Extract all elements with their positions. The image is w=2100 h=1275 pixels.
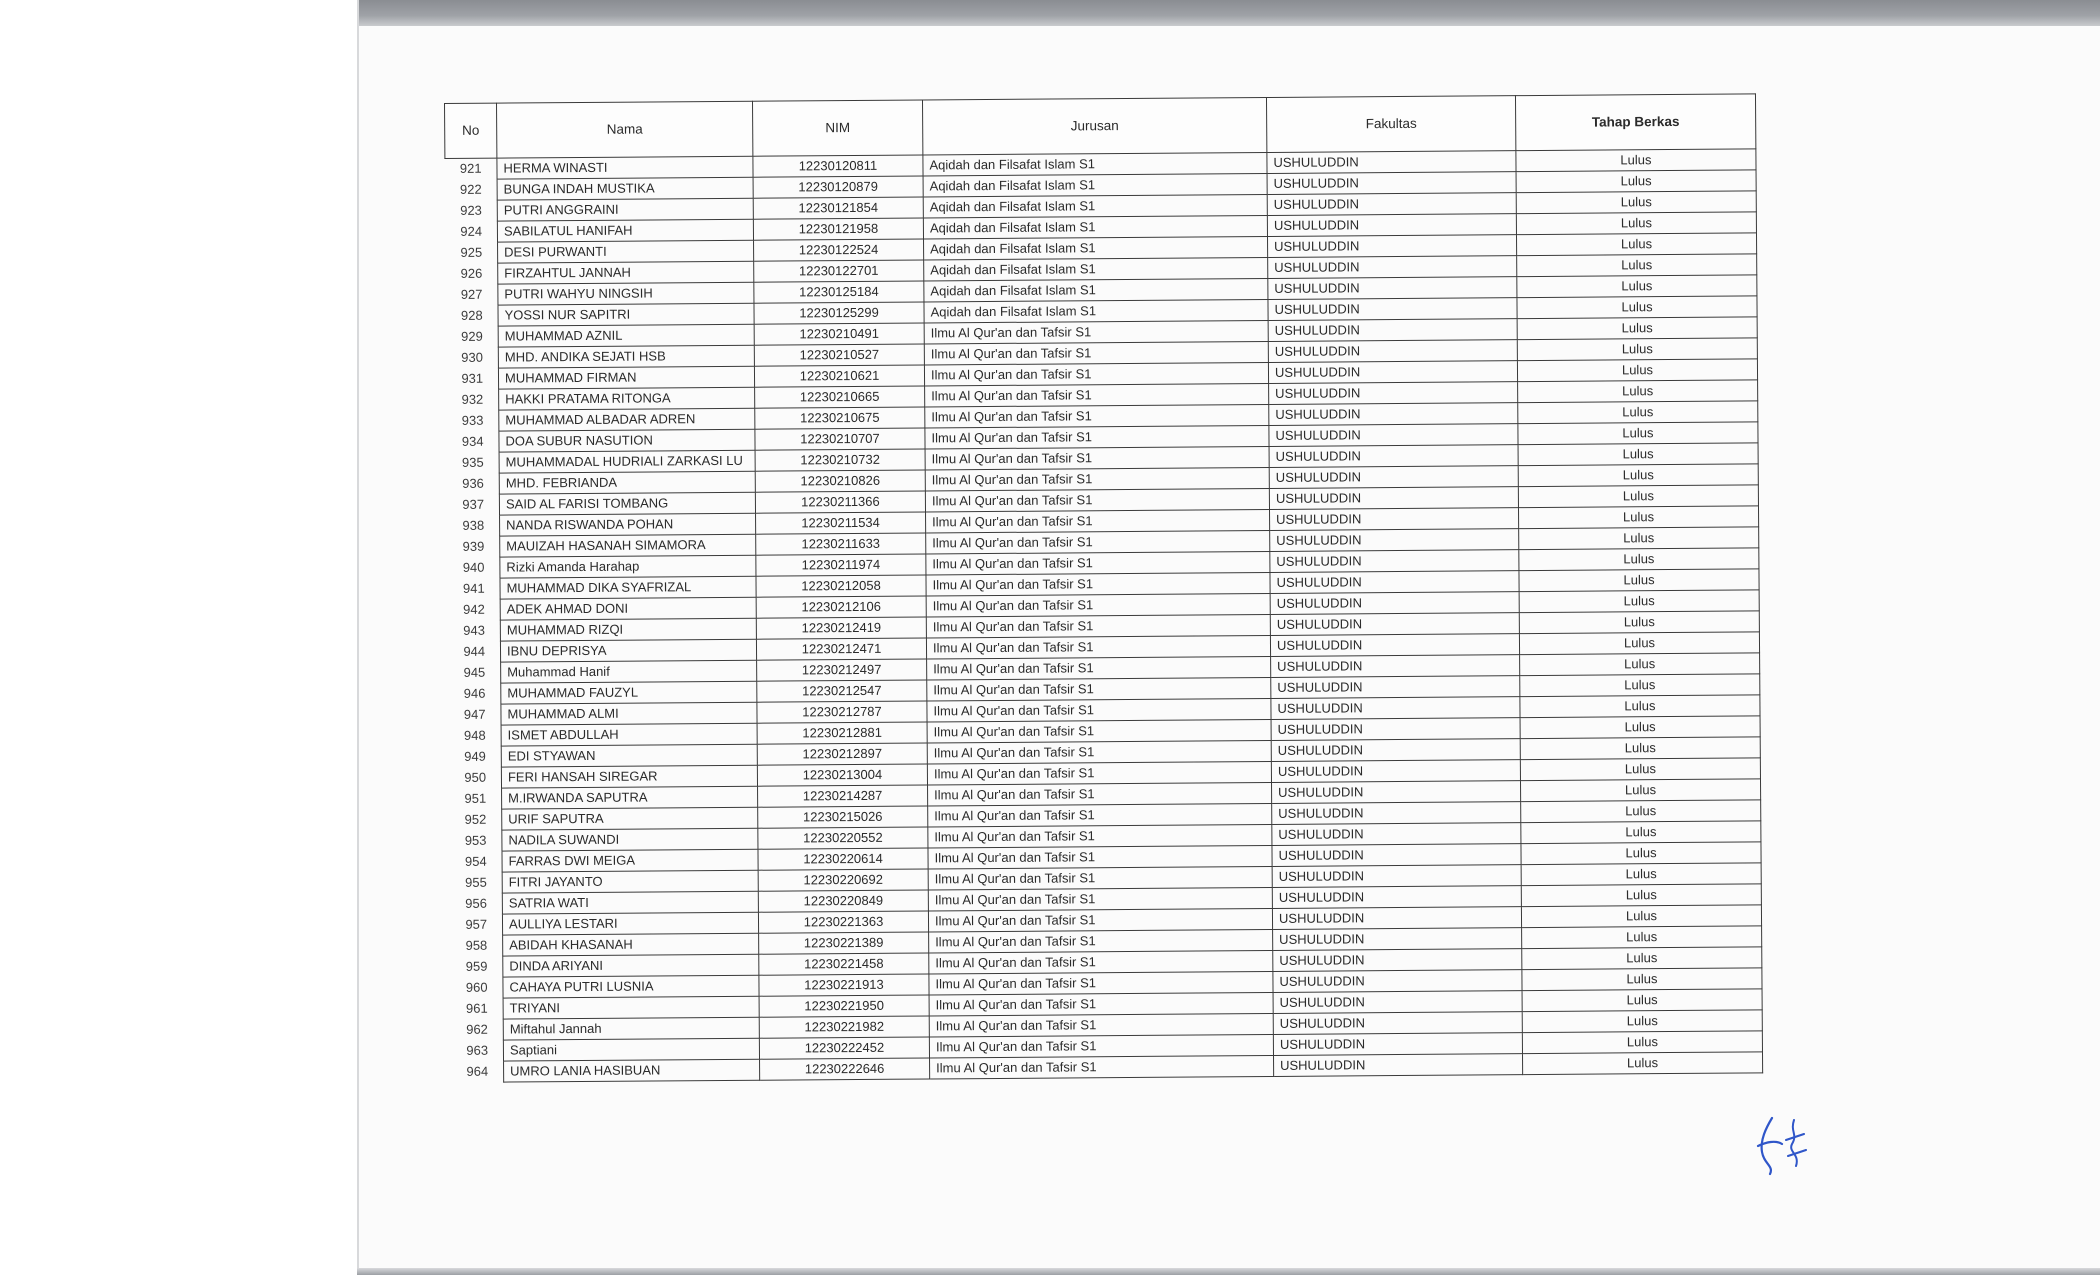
cell-jurusan: Ilmu Al Qur'an dan Tafsir S1: [927, 677, 1271, 701]
cell-nim: 12230212787: [757, 701, 927, 723]
cell-jurusan: Ilmu Al Qur'an dan Tafsir S1: [927, 698, 1271, 722]
cell-tahap: Lulus: [1516, 212, 1756, 235]
cell-fakultas: USHULUDDIN: [1269, 445, 1518, 468]
cell-nim: 12230122524: [754, 239, 924, 261]
cell-no: 941: [462, 580, 485, 596]
cell-nama: SATRIA WATI: [502, 891, 758, 914]
cell-fakultas: USHULUDDIN: [1272, 844, 1521, 867]
header-nim: NIM: [752, 100, 922, 156]
cell-nama: URIF SAPUTRA: [502, 807, 758, 830]
cell-fakultas: USHULUDDIN: [1270, 613, 1519, 636]
cell-fakultas: USHULUDDIN: [1269, 487, 1518, 510]
cell-fakultas: USHULUDDIN: [1268, 361, 1517, 384]
cell-nim: 12230220614: [758, 848, 928, 870]
cell-jurusan: Ilmu Al Qur'an dan Tafsir S1: [927, 719, 1271, 743]
cell-nim: 12230211534: [756, 512, 926, 534]
cell-tahap: Lulus: [1518, 380, 1758, 403]
cell-no: 921: [459, 160, 482, 177]
cell-nim: 12230212897: [757, 743, 927, 765]
cell-nim: 12230220552: [758, 827, 928, 849]
cell-no: 942: [463, 601, 485, 617]
cell-nim: 12230210621: [754, 365, 924, 387]
cell-no: 945: [463, 664, 486, 680]
cell-jurusan: Aqidah dan Filsafat Islam S1: [924, 299, 1268, 323]
cell-fakultas: USHULUDDIN: [1269, 382, 1518, 405]
cell-fakultas: USHULUDDIN: [1268, 235, 1517, 258]
cell-nim: 12230212419: [756, 617, 926, 639]
cell-nim: 12230211974: [756, 554, 926, 576]
cell-nama: Miftahul Jannah: [503, 1017, 759, 1040]
cell-tahap: Lulus: [1519, 632, 1759, 655]
cell-jurusan: Ilmu Al Qur'an dan Tafsir S1: [924, 320, 1268, 344]
cell-nama: MUHAMMAD ALBADAR ADREN: [499, 408, 755, 431]
cell-no: 925: [460, 244, 483, 260]
scan-bottom-edge: [357, 1268, 2100, 1275]
cell-no: 952: [464, 811, 487, 827]
cell-nama: MUHAMMAD ALMI: [501, 702, 757, 725]
cell-nim: 12230120811: [753, 155, 923, 177]
cell-jurusan: Ilmu Al Qur'an dan Tafsir S1: [926, 509, 1270, 533]
cell-nim: 12230221982: [759, 1016, 929, 1038]
cell-tahap: Lulus: [1520, 695, 1760, 718]
cell-tahap: Lulus: [1520, 653, 1760, 676]
cell-nama: MAUIZAH HASANAH SIMAMORA: [500, 534, 756, 557]
cell-tahap: Lulus: [1521, 884, 1761, 907]
cell-nim: 12230221363: [758, 911, 928, 933]
cell-fakultas: USHULUDDIN: [1270, 529, 1519, 552]
cell-tahap: Lulus: [1517, 338, 1757, 361]
cell-fakultas: USHULUDDIN: [1272, 781, 1521, 804]
cell-no: 932: [461, 391, 484, 407]
cell-nama: PUTRI WAHYU NINGSIH: [498, 282, 754, 305]
cell-fakultas: USHULUDDIN: [1271, 739, 1520, 762]
cell-fakultas: USHULUDDIN: [1270, 634, 1519, 657]
cell-jurusan: Ilmu Al Qur'an dan Tafsir S1: [929, 1013, 1273, 1037]
cell-jurusan: Ilmu Al Qur'an dan Tafsir S1: [928, 908, 1272, 932]
cell-tahap: Lulus: [1521, 905, 1761, 928]
cell-fakultas: USHULUDDIN: [1273, 1012, 1522, 1035]
cell-jurusan: Ilmu Al Qur'an dan Tafsir S1: [926, 593, 1270, 617]
cell-no: 948: [463, 727, 486, 743]
cell-nim: 12230212471: [756, 638, 926, 660]
scan-top-edge: [357, 0, 2100, 26]
cell-jurusan: Ilmu Al Qur'an dan Tafsir S1: [928, 803, 1272, 827]
cell-jurusan: Ilmu Al Qur'an dan Tafsir S1: [926, 530, 1270, 554]
cell-tahap: Lulus: [1521, 821, 1761, 844]
cell-jurusan: Ilmu Al Qur'an dan Tafsir S1: [928, 782, 1272, 806]
cell-nama: MUHAMMAD RIZQI: [500, 618, 756, 641]
cell-jurusan: Ilmu Al Qur'an dan Tafsir S1: [928, 845, 1272, 869]
cell-jurusan: Ilmu Al Qur'an dan Tafsir S1: [925, 446, 1269, 470]
cell-jurusan: Ilmu Al Qur'an dan Tafsir S1: [930, 1055, 1274, 1079]
cell-no: 923: [460, 202, 482, 218]
cell-fakultas: USHULUDDIN: [1270, 550, 1519, 573]
cell-nama: EDI STYAWAN: [501, 744, 757, 767]
cell-fakultas: USHULUDDIN: [1267, 172, 1516, 195]
header-no: No: [445, 103, 497, 158]
cell-tahap: Lulus: [1516, 191, 1756, 214]
cell-nama: Saptiani: [503, 1038, 759, 1061]
cell-nama: MUHAMMAD FAUZYL: [501, 681, 757, 704]
cell-nim: 12230221458: [759, 953, 929, 975]
cell-nama: FITRI JAYANTO: [502, 870, 758, 893]
cell-nama: MUHAMMAD DIKA SYAFRIZAL: [500, 576, 756, 599]
table-body: [445, 149, 1763, 1083]
cell-jurusan: Ilmu Al Qur'an dan Tafsir S1: [928, 866, 1272, 890]
cell-no: 958: [465, 937, 488, 953]
cell-no: 953: [464, 832, 487, 848]
cell-tahap: Lulus: [1522, 989, 1762, 1012]
cell-nim: 12230121958: [753, 218, 923, 240]
cell-nama: MHD. FEBRIANDA: [499, 471, 755, 494]
cell-jurusan: Ilmu Al Qur'an dan Tafsir S1: [929, 1034, 1273, 1058]
cell-tahap: Lulus: [1522, 1052, 1762, 1075]
cell-no: 924: [460, 223, 483, 239]
cell-nama: BUNGA INDAH MUSTIKA: [497, 177, 753, 200]
cell-nama: NADILA SUWANDI: [502, 828, 758, 851]
cell-nama: TRIYANI: [503, 996, 759, 1019]
cell-no: 951: [464, 790, 487, 806]
cell-tahap: Lulus: [1522, 968, 1762, 991]
cell-no: 940: [462, 559, 485, 575]
cell-no: 961: [465, 1000, 488, 1016]
cell-tahap: Lulus: [1517, 296, 1757, 319]
cell-fakultas: USHULUDDIN: [1270, 592, 1519, 615]
cell-tahap: Lulus: [1518, 464, 1758, 487]
cell-nama: ADEK AHMAD DONI: [500, 597, 756, 620]
cell-no: 939: [462, 538, 485, 554]
cell-jurusan: Ilmu Al Qur'an dan Tafsir S1: [929, 971, 1273, 995]
cell-nama: Muhammad Hanif: [501, 660, 757, 683]
cell-no: 936: [462, 475, 484, 491]
cell-nama: FARRAS DWI MEIGA: [502, 849, 758, 872]
cell-nama: HERMA WINASTI: [497, 156, 753, 179]
cell-no: 950: [464, 769, 487, 785]
cell-fakultas: USHULUDDIN: [1273, 949, 1522, 972]
cell-no: 929: [461, 328, 483, 344]
cell-nim: 12230210527: [754, 344, 924, 366]
cell-nama: PUTRI ANGGRAINI: [497, 198, 753, 221]
cell-nim: 12230212497: [757, 659, 927, 681]
cell-nama: NANDA RISWANDA POHAN: [500, 513, 756, 536]
cell-nim: 12230125184: [754, 281, 924, 303]
cell-jurusan: Aqidah dan Filsafat Islam S1: [924, 257, 1268, 281]
cell-fakultas: USHULUDDIN: [1271, 718, 1520, 741]
cell-fakultas: USHULUDDIN: [1269, 424, 1518, 447]
cell-no: 937: [462, 496, 485, 512]
cell-nim: 12230210665: [755, 386, 925, 408]
cell-nim: 12230215026: [758, 806, 928, 828]
cell-tahap: Lulus: [1519, 548, 1759, 571]
cell-jurusan: Aqidah dan Filsafat Islam S1: [924, 278, 1268, 302]
cell-nim: 12230222452: [759, 1037, 929, 1059]
cell-tahap: Lulus: [1518, 443, 1758, 466]
cell-no: 962: [466, 1021, 488, 1037]
cell-nim: 12230210826: [755, 470, 925, 492]
cell-jurusan: Aqidah dan Filsafat Islam S1: [923, 173, 1267, 197]
cell-fakultas: USHULUDDIN: [1272, 823, 1521, 846]
cell-no: 935: [461, 454, 484, 470]
cell-jurusan: Ilmu Al Qur'an dan Tafsir S1: [926, 551, 1270, 575]
cell-jurusan: Ilmu Al Qur'an dan Tafsir S1: [924, 362, 1268, 386]
cell-nim: 12230121854: [753, 197, 923, 219]
cell-no: 926: [460, 265, 483, 281]
cell-nama: FERI HANSAH SIREGAR: [501, 765, 757, 788]
cell-jurusan: Ilmu Al Qur'an dan Tafsir S1: [927, 656, 1271, 680]
cell-no: 960: [465, 979, 488, 995]
cell-fakultas: USHULUDDIN: [1272, 865, 1521, 888]
cell-no: 931: [461, 370, 484, 386]
cell-no: 938: [462, 517, 485, 533]
cell-nama: SAID AL FARISI TOMBANG: [499, 492, 755, 515]
cell-tahap: Lulus: [1517, 317, 1757, 340]
cell-tahap: Lulus: [1517, 275, 1757, 298]
cell-no: 946: [463, 685, 486, 701]
cell-no: 922: [459, 181, 482, 197]
cell-jurusan: Ilmu Al Qur'an dan Tafsir S1: [927, 761, 1271, 785]
cell-tahap: Lulus: [1520, 716, 1760, 739]
cell-fakultas: USHULUDDIN: [1270, 508, 1519, 531]
cell-no: 927: [460, 286, 483, 302]
cell-fakultas: USHULUDDIN: [1270, 571, 1519, 594]
cell-nim: 12230122701: [754, 260, 924, 282]
cell-tahap: Lulus: [1520, 779, 1760, 802]
cell-nim: 12230212547: [757, 680, 927, 702]
cell-fakultas: USHULUDDIN: [1267, 214, 1516, 237]
cell-tahap: Lulus: [1520, 758, 1760, 781]
cell-nama: ISMET ABDULLAH: [501, 723, 757, 746]
cell-fakultas: USHULUDDIN: [1271, 676, 1520, 699]
cell-no: 933: [461, 412, 484, 428]
cell-fakultas: USHULUDDIN: [1269, 403, 1518, 426]
cell-fakultas: USHULUDDIN: [1269, 466, 1518, 489]
cell-nama: FIRZAHTUL JANNAH: [498, 261, 754, 284]
cell-nim: 12230210732: [755, 449, 925, 471]
cell-fakultas: USHULUDDIN: [1272, 802, 1521, 825]
graduation-table: [444, 93, 1763, 1083]
cell-jurusan: Ilmu Al Qur'an dan Tafsir S1: [929, 950, 1273, 974]
cell-nim: 12230221389: [759, 932, 929, 954]
cell-tahap: Lulus: [1518, 485, 1758, 508]
cell-nama: CAHAYA PUTRI LUSNIA: [503, 975, 759, 998]
cell-jurusan: Ilmu Al Qur'an dan Tafsir S1: [929, 992, 1273, 1016]
cell-nim: 12230221950: [759, 995, 929, 1017]
cell-tahap: Lulus: [1517, 359, 1757, 382]
cell-tahap: Lulus: [1521, 863, 1761, 886]
cell-jurusan: Ilmu Al Qur'an dan Tafsir S1: [925, 404, 1269, 428]
cell-nama: MUHAMMAD AZNIL: [498, 324, 754, 347]
cell-tahap: Lulus: [1519, 569, 1759, 592]
cell-tahap: Lulus: [1522, 1010, 1762, 1033]
cell-jurusan: Ilmu Al Qur'an dan Tafsir S1: [928, 887, 1272, 911]
cell-tahap: Lulus: [1518, 422, 1758, 445]
cell-fakultas: USHULUDDIN: [1267, 151, 1516, 174]
cell-no: 944: [463, 643, 486, 659]
cell-fakultas: USHULUDDIN: [1268, 256, 1517, 279]
cell-nim: 12230212106: [756, 596, 926, 618]
cell-nim: 12230212058: [756, 575, 926, 597]
cell-fakultas: USHULUDDIN: [1273, 928, 1522, 951]
cell-nim: 12230210707: [755, 428, 925, 450]
cell-fakultas: USHULUDDIN: [1272, 907, 1521, 930]
cell-jurusan: Ilmu Al Qur'an dan Tafsir S1: [926, 572, 1270, 596]
cell-fakultas: USHULUDDIN: [1268, 319, 1517, 342]
cell-no: 956: [465, 895, 488, 911]
cell-fakultas: USHULUDDIN: [1268, 298, 1517, 321]
cell-nama: DOA SUBUR NASUTION: [499, 429, 755, 452]
cell-tahap: Lulus: [1516, 170, 1756, 193]
cell-no: 955: [465, 874, 487, 890]
cell-no: 954: [464, 853, 487, 869]
cell-nim: 12230220849: [758, 890, 928, 912]
cell-nama: YOSSI NUR SAPITRI: [498, 303, 754, 326]
cell-nama: HAKKI PRATAMA RITONGA: [499, 387, 755, 410]
cell-jurusan: Ilmu Al Qur'an dan Tafsir S1: [929, 929, 1273, 953]
cell-no: 963: [466, 1042, 489, 1058]
cell-nim: 12230211366: [755, 491, 925, 513]
cell-jurusan: Ilmu Al Qur'an dan Tafsir S1: [926, 635, 1270, 659]
cell-fakultas: USHULUDDIN: [1272, 886, 1521, 909]
cell-jurusan: Ilmu Al Qur'an dan Tafsir S1: [925, 383, 1269, 407]
cell-tahap: Lulus: [1522, 926, 1762, 949]
cell-jurusan: Aqidah dan Filsafat Islam S1: [923, 152, 1267, 176]
cell-nim: 12230210675: [755, 407, 925, 429]
cell-nama: AULLIYA LESTARI: [502, 912, 758, 935]
cell-tahap: Lulus: [1521, 842, 1761, 865]
cell-fakultas: USHULUDDIN: [1267, 193, 1516, 216]
cell-no: 957: [465, 916, 488, 932]
cell-jurusan: Aqidah dan Filsafat Islam S1: [924, 236, 1268, 260]
cell-jurusan: Ilmu Al Qur'an dan Tafsir S1: [926, 614, 1270, 638]
cell-jurusan: Ilmu Al Qur'an dan Tafsir S1: [928, 824, 1272, 848]
cell-tahap: Lulus: [1516, 233, 1756, 256]
cell-nim: 12230214287: [758, 785, 928, 807]
cell-no: 964: [466, 1063, 489, 1079]
header-fakultas: Fakultas: [1266, 96, 1515, 153]
cell-nama: M.IRWANDA SAPUTRA: [502, 786, 758, 809]
cell-tahap: Lulus: [1517, 254, 1757, 277]
cell-jurusan: Aqidah dan Filsafat Islam S1: [923, 194, 1267, 218]
cell-nama: DESI PURWANTI: [498, 240, 754, 263]
cell-nama: DINDA ARIYANI: [503, 954, 759, 977]
cell-nim: 12230221913: [759, 974, 929, 996]
header-tahap-berkas: Tahap Berkas: [1515, 94, 1755, 151]
cell-jurusan: Ilmu Al Qur'an dan Tafsir S1: [924, 341, 1268, 365]
cell-nim: 12230220692: [758, 869, 928, 891]
cell-tahap: Lulus: [1518, 401, 1758, 424]
cell-jurusan: Aqidah dan Filsafat Islam S1: [923, 215, 1267, 239]
cell-nama: UMRO LANIA HASIBUAN: [504, 1059, 760, 1082]
cell-no: 947: [463, 706, 486, 722]
cell-tahap: Lulus: [1522, 1031, 1762, 1054]
cell-nim: 12230125299: [754, 302, 924, 324]
cell-tahap: Lulus: [1520, 674, 1760, 697]
cell-no: 943: [463, 622, 486, 638]
cell-fakultas: USHULUDDIN: [1271, 760, 1520, 783]
cell-fakultas: USHULUDDIN: [1268, 277, 1517, 300]
cell-fakultas: USHULUDDIN: [1273, 991, 1522, 1014]
cell-fakultas: USHULUDDIN: [1273, 1033, 1522, 1056]
cell-nim: 12230213004: [757, 764, 927, 786]
cell-fakultas: USHULUDDIN: [1268, 340, 1517, 363]
cell-fakultas: USHULUDDIN: [1271, 697, 1520, 720]
cell-nim: 12230212881: [757, 722, 927, 744]
cell-nama: MUHAMMAD FIRMAN: [498, 366, 754, 389]
cell-fakultas: USHULUDDIN: [1274, 1054, 1523, 1077]
cell-jurusan: Ilmu Al Qur'an dan Tafsir S1: [925, 488, 1269, 512]
header-jurusan: Jurusan: [922, 97, 1266, 155]
cell-no: 934: [461, 433, 484, 449]
cell-jurusan: Ilmu Al Qur'an dan Tafsir S1: [925, 467, 1269, 491]
cell-no: 959: [465, 958, 488, 974]
cell-nama: Rizki Amanda Harahap: [500, 555, 756, 578]
cell-tahap: Lulus: [1522, 947, 1762, 970]
cell-tahap: Lulus: [1518, 506, 1758, 529]
cell-nim: 12230120879: [753, 176, 923, 198]
cell-nama: SABILATUL HANIFAH: [497, 219, 753, 242]
cell-jurusan: Ilmu Al Qur'an dan Tafsir S1: [925, 425, 1269, 449]
cell-nama: MUHAMMADAL HUDRIALI ZARKASI LU: [499, 450, 755, 473]
cell-nama: MHD. ANDIKA SEJATI HSB: [498, 345, 754, 368]
cell-nama: ABIDAH KHASANAH: [503, 933, 759, 956]
cell-tahap: Lulus: [1516, 149, 1756, 172]
cell-tahap: Lulus: [1519, 527, 1759, 550]
cell-no: 930: [461, 349, 484, 365]
cell-no: 928: [460, 307, 483, 323]
table-header-row: [445, 94, 1756, 159]
cell-jurusan: Ilmu Al Qur'an dan Tafsir S1: [927, 740, 1271, 764]
cell-tahap: Lulus: [1519, 590, 1759, 613]
cell-nama: IBNU DEPRISYA: [500, 639, 756, 662]
signature-initials: [1752, 1110, 1812, 1180]
cell-tahap: Lulus: [1519, 611, 1759, 634]
cell-tahap: Lulus: [1520, 737, 1760, 760]
cell-nim: 12230210491: [754, 323, 924, 345]
cell-fakultas: USHULUDDIN: [1273, 970, 1522, 993]
header-nama: Nama: [497, 101, 753, 158]
cell-tahap: Lulus: [1521, 800, 1761, 823]
cell-nim: 12230211633: [756, 533, 926, 555]
cell-fakultas: USHULUDDIN: [1271, 655, 1520, 678]
cell-no: 949: [464, 748, 486, 764]
cell-nim: 12230222646: [760, 1058, 930, 1080]
